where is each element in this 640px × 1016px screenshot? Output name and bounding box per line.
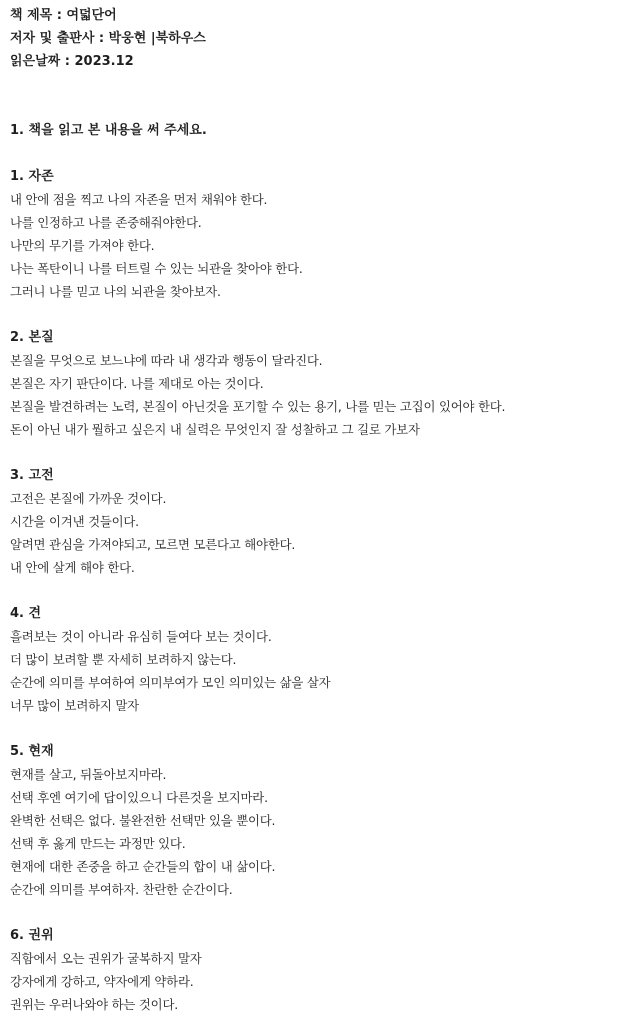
section-line: 현재에 대한 존중을 하고 순간들의 합이 내 삶이다.	[10, 859, 276, 874]
author-publisher-line: 저자 및 출판사 : 박웅현 |북하우스	[10, 31, 206, 46]
section-line: 너무 많이 보려하지 말자	[10, 698, 139, 713]
section-title: 4. 견	[10, 606, 42, 621]
section-3	[10, 464, 630, 579]
section-line: 나를 인정하고 나를 존중해줘야한다.	[10, 215, 202, 230]
section-6	[10, 924, 630, 1016]
section-line: 본질을 무엇으로 보느냐에 따라 내 생각과 행동이 달라진다.	[10, 353, 323, 368]
section-title: 5. 현재	[10, 744, 54, 759]
section-line: 내 안에 점을 찍고 나의 자존을 먼저 채워야 한다.	[10, 192, 268, 207]
section-line: 권위는 우러나와야 하는 것이다.	[10, 997, 178, 1012]
sections-container	[10, 165, 630, 1016]
read-date-line: 읽은날짜 : 2023.12	[10, 54, 134, 69]
section-line: 직함에서 오는 권위가 굴복하지 말자	[10, 951, 202, 966]
section-line: 시간을 이겨낸 것들이다.	[10, 514, 139, 529]
section-title: 2. 본질	[10, 330, 54, 345]
section-5	[10, 740, 630, 901]
section-line: 알려면 관심을 가져야되고, 모르면 모른다고 해야한다.	[10, 537, 296, 552]
section-title: 6. 권위	[10, 928, 54, 943]
section-line: 선택 후 옳게 만드는 과정만 있다.	[10, 836, 186, 851]
section-line: 그러니 나를 믿고 나의 뇌관을 찾아보자.	[10, 284, 221, 299]
book-title-line: 책 제목 : 여덟단어	[10, 8, 117, 23]
section-line: 더 많이 보려할 뿐 자세히 보려하지 않는다.	[10, 652, 237, 667]
section-2	[10, 326, 630, 441]
section-title: 1. 자존	[10, 169, 54, 184]
section-line: 현재를 살고, 뒤돌아보지마라.	[10, 767, 167, 782]
section-line: 나만의 무기를 가져야 한다.	[10, 238, 155, 253]
section-line: 나는 폭탄이니 나를 터트릴 수 있는 뇌관을 찾아야 한다.	[10, 261, 303, 276]
section-4	[10, 602, 630, 717]
section-line: 순간에 의미를 부여하여 의미부여가 모인 의미있는 삶을 살자	[10, 675, 331, 690]
book-meta	[10, 4, 630, 73]
section-line: 돈이 아닌 내가 뭘하고 싶은지 내 실력은 무엇인지 잘 성찰하고 그 길로 가보자	[10, 422, 420, 437]
section-line: 본질을 발견하려는 노력, 본질이 아닌것을 포기할 수 있는 용기, 나를 믿는 고집이 있어야 한다.	[10, 399, 506, 414]
section-line: 흘려보는 것이 아니라 유심히 들여다 보는 것이다.	[10, 629, 272, 644]
question-heading: 1. 책을 읽고 본 내용을 써 주세요.	[10, 123, 207, 138]
section-line: 내 안에 살게 해야 한다.	[10, 560, 135, 575]
section-line: 본질은 자기 판단이다. 나를 제대로 아는 것이다.	[10, 376, 264, 391]
section-line: 순간에 의미를 부여하자. 찬란한 순간이다.	[10, 882, 233, 897]
section-line: 완벽한 선택은 없다. 불완전한 선택만 있을 뿐이다.	[10, 813, 276, 828]
section-line: 고전은 본질에 가까운 것이다.	[10, 491, 167, 506]
section-1	[10, 165, 630, 303]
section-title: 3. 고전	[10, 468, 54, 483]
section-line: 선택 후엔 여기에 답이있으니 다른것을 보지마라.	[10, 790, 268, 805]
section-line: 강자에게 강하고, 약자에게 약하라.	[10, 974, 194, 989]
